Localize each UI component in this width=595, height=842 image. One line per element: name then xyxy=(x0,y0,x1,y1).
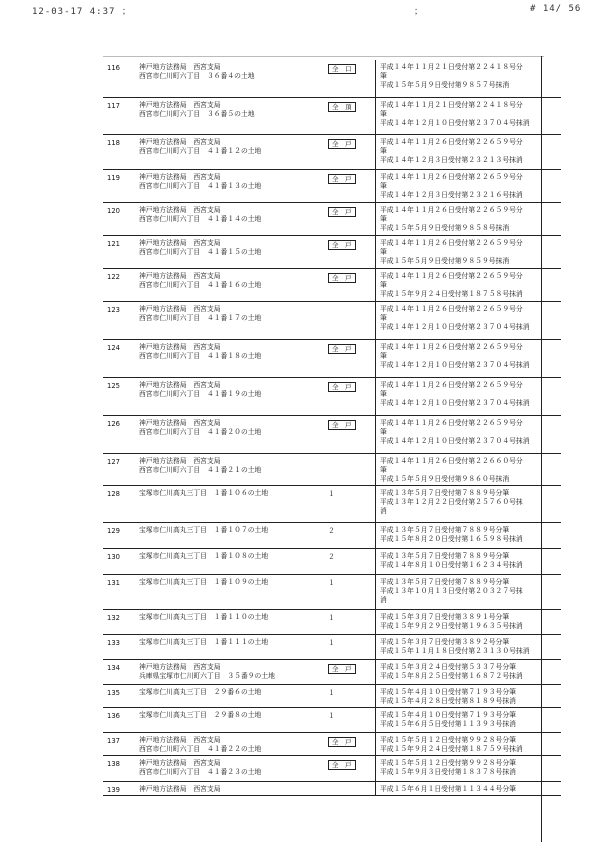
registration-notes xyxy=(376,377,562,415)
location-line-1: 宝塚市仁川高丸三丁目 １番１０７の土地 xyxy=(139,525,269,534)
registration-line-1: 平成１５年３月７日受付第３８９１号分筆 xyxy=(380,612,510,621)
table-row xyxy=(103,134,561,169)
table-row xyxy=(103,732,561,755)
property-location xyxy=(137,169,322,202)
kind-cell xyxy=(322,659,376,684)
row-number: 131 xyxy=(103,574,137,609)
registration-line-1: 平成１４年１１月２６日受付第２２６６０号分 xyxy=(380,456,523,465)
registration-line-2: 筆 xyxy=(380,280,387,289)
registration-line-3: 消 xyxy=(380,506,387,515)
property-location xyxy=(137,732,322,755)
registration-line-1: 平成１４年１１月２６日受付第２２６５９号分 xyxy=(380,238,523,247)
row-number: 126 xyxy=(103,415,137,453)
table-row xyxy=(103,60,561,97)
kind-cell xyxy=(322,548,376,574)
kind-stamp: 全 口 xyxy=(328,64,356,74)
kind-cell xyxy=(322,235,376,268)
kind-cell xyxy=(322,377,376,415)
row-number: 129 xyxy=(103,522,137,548)
location-line-1: 神戸地方法務局 西宮支局 xyxy=(139,735,221,744)
property-location xyxy=(137,202,322,235)
property-location xyxy=(137,339,322,377)
registration-line-2: 平成１５年９月２４日受付第１８７５９号抹消 xyxy=(380,744,523,753)
table-row xyxy=(103,781,561,795)
location-line-1: 神戸地方法務局 西宮支局 xyxy=(139,784,221,793)
kind-cell xyxy=(322,707,376,732)
registration-line-2: 筆 xyxy=(380,181,387,190)
registration-line-3: 平成１５年５月９日受付第９８５９号抹消 xyxy=(380,256,510,265)
registration-line-2: 筆 xyxy=(380,214,387,223)
kind-stamp: 全 戸 xyxy=(328,139,356,149)
kind-cell xyxy=(322,268,376,301)
registration-notes xyxy=(376,453,562,485)
registration-line-2: 筆 xyxy=(380,72,387,80)
location-line-1: 神戸地方法務局 西宮支局 xyxy=(139,172,221,181)
location-line-2: 西宮市仁川町六丁目 ４１番２２の土地 xyxy=(139,744,262,753)
property-location xyxy=(137,548,322,574)
row-number: 128 xyxy=(103,485,137,522)
location-line-1: 神戸地方法務局 西宮支局 xyxy=(139,662,221,671)
registration-line-1: 平成１４年１１月２６日受付第２２６５９号分 xyxy=(380,342,523,351)
table-row xyxy=(103,634,561,659)
registration-notes xyxy=(376,732,562,755)
registration-line-1: 平成１５年５月１２日受付第９９２８号分筆 xyxy=(380,758,516,767)
property-location xyxy=(137,134,322,169)
property-location xyxy=(137,301,322,339)
property-location xyxy=(137,453,322,485)
registration-line-3: 平成１５年５月９日受付第９８５８号抹消 xyxy=(380,223,510,232)
location-line-1: 神戸地方法務局 西宮支局 xyxy=(139,342,221,351)
registration-line-1: 平成１５年４月１０日受付第７１９３号分筆 xyxy=(380,687,516,696)
kind-cell xyxy=(322,781,376,795)
table-row xyxy=(103,485,561,522)
location-line-1: 神戸地方法務局 西宮支局 xyxy=(139,100,221,109)
table-row xyxy=(103,574,561,609)
registration-notes xyxy=(376,684,562,707)
registration-line-3: 平成１４年１２月１０日受付第２３７０４号抹消 xyxy=(380,360,530,369)
registration-line-2: 平成１５年８月２５日受付第１６８７２号抹消 xyxy=(380,671,523,680)
table-row xyxy=(103,659,561,684)
fax-header xyxy=(0,4,595,16)
registration-line-2: 筆 xyxy=(380,247,387,256)
location-line-1: 宝塚市仁川高丸三丁目 １番１０８の土地 xyxy=(139,551,269,560)
location-line-1: 神戸地方法務局 西宮支局 xyxy=(139,380,221,389)
row-number: 127 xyxy=(103,453,137,485)
fax-timestamp: 12-03-17 4:37 ； xyxy=(32,7,132,17)
registration-line-3: 平成１４年１２月３日受付第２３２１６号抹消 xyxy=(380,190,523,199)
row-number: 118 xyxy=(103,134,137,169)
location-line-1: 神戸地方法務局 西宮支局 xyxy=(139,137,221,146)
registration-line-2: 平成１３年１２月２２日受付第２５７６０号抹 xyxy=(380,497,523,506)
row-number: 122 xyxy=(103,268,137,301)
registration-line-1: 平成１４年１１月２６日受付第２２６５９号分 xyxy=(380,137,523,146)
registration-notes xyxy=(376,339,562,377)
registration-line-2: 筆 xyxy=(380,313,387,322)
registration-notes xyxy=(376,659,562,684)
property-location xyxy=(137,609,322,634)
location-line-2: 西宮市仁川町六丁目 ４１番１４の土地 xyxy=(139,214,262,223)
registration-line-1: 平成１３年５月７日受付第７８８９号分筆 xyxy=(380,488,510,497)
registration-line-2: 平成１５年１１月１８日受付第２３１３０号抹消 xyxy=(380,646,530,655)
table-row xyxy=(103,377,561,415)
registration-line-2: 筆 xyxy=(380,351,387,360)
kind-cell xyxy=(322,339,376,377)
kind-value: ２ xyxy=(328,526,335,535)
registration-line-1: 平成１５年４月１０日受付第７１９３号分筆 xyxy=(380,710,516,719)
kind-cell xyxy=(322,574,376,609)
kind-stamp: 全 戸 xyxy=(328,273,356,283)
location-line-2: 西宮市仁川町六丁目 ４１番１６の土地 xyxy=(139,280,262,289)
location-line-1: 神戸地方法務局 西宮支局 xyxy=(139,63,221,71)
registration-notes xyxy=(376,485,562,522)
kind-cell xyxy=(322,684,376,707)
table-row xyxy=(103,301,561,339)
kind-cell xyxy=(322,415,376,453)
location-line-1: 宝塚市仁川高丸三丁目 ２９番６の土地 xyxy=(139,687,262,696)
registration-line-2: 筆 xyxy=(380,427,387,436)
location-line-2: 西宮市仁川町六丁目 ４１番２１の土地 xyxy=(139,465,262,474)
location-line-1: 宝塚市仁川高丸三丁目 １番１０９の土地 xyxy=(139,577,269,586)
location-line-2: 西宮市仁川町六丁目 ４１番１３の土地 xyxy=(139,181,262,190)
registration-line-1: 平成１４年１１月２６日受付第２２６５９号分 xyxy=(380,304,523,313)
property-location xyxy=(137,659,322,684)
registration-line-1: 平成１４年１１月２６日受付第２２６５９号分 xyxy=(380,418,523,427)
kind-stamp: 全 戸 xyxy=(328,420,356,430)
kind-stamp: 全 戸 xyxy=(328,760,356,770)
property-location xyxy=(137,235,322,268)
table-row xyxy=(103,97,561,134)
kind-cell xyxy=(322,755,376,781)
table-row xyxy=(103,202,561,235)
property-location xyxy=(137,634,322,659)
location-line-1: 神戸地方法務局 西宮支局 xyxy=(139,758,221,767)
kind-value: １ xyxy=(328,711,335,720)
registration-notes xyxy=(376,574,562,609)
location-line-2: 兵庫県宝塚市仁川町六丁目 ３５番９の土地 xyxy=(139,671,275,680)
kind-cell xyxy=(322,732,376,755)
registration-line-3: 平成１４年１２月１０日受付第２３７０４号抹消 xyxy=(380,398,530,407)
registration-line-2: 平成１４年８月１０日受付第１６２３４号抹消 xyxy=(380,560,523,569)
location-line-2: 西宮市仁川町六丁目 ４１番１２の土地 xyxy=(139,146,262,155)
kind-cell xyxy=(322,134,376,169)
property-location xyxy=(137,415,322,453)
registration-notes xyxy=(376,301,562,339)
registration-line-2: 筆 xyxy=(380,389,387,398)
kind-stamp: 全 戸 xyxy=(328,737,356,747)
location-line-1: 神戸地方法務局 西宮支局 xyxy=(139,238,221,247)
kind-cell xyxy=(322,202,376,235)
kind-stamp: 全 頂 xyxy=(328,102,356,112)
registration-notes xyxy=(376,609,562,634)
kind-cell xyxy=(322,453,376,485)
location-line-2: 西宮市仁川町六丁目 ４１番１５の土地 xyxy=(139,247,262,256)
registration-notes xyxy=(376,548,562,574)
row-number: 125 xyxy=(103,377,137,415)
row-number: 119 xyxy=(103,169,137,202)
registration-line-1: 平成１５年６月１日受付第１１３４４号分筆 xyxy=(380,784,516,793)
property-location xyxy=(137,60,322,97)
row-number: 132 xyxy=(103,609,137,634)
kind-cell xyxy=(322,60,376,97)
location-line-1: 宝塚市仁川高丸三丁目 １番１１１の土地 xyxy=(139,637,269,646)
registration-notes xyxy=(376,634,562,659)
registration-line-2: 平成１５年６月５日受付第１１３９３号抹消 xyxy=(380,719,516,728)
registration-line-1: 平成１３年５月７日受付第７８８９号分筆 xyxy=(380,577,510,586)
table-row xyxy=(103,268,561,301)
row-number: 117 xyxy=(103,97,137,134)
location-line-1: 神戸地方法務局 西宮支局 xyxy=(139,456,221,465)
location-line-1: 宝塚市仁川高丸三丁目 ２９番８の土地 xyxy=(139,710,262,719)
row-number: 116 xyxy=(103,60,137,97)
location-line-1: 神戸地方法務局 西宮支局 xyxy=(139,205,221,214)
row-number: 133 xyxy=(103,634,137,659)
registration-line-2: 平成１５年４月２８日受付第８１８９号抹消 xyxy=(380,696,516,705)
registration-line-1: 平成１４年１１月２１日受付第２２４１８号分 xyxy=(380,100,523,109)
registration-notes xyxy=(376,268,562,301)
row-number: 130 xyxy=(103,548,137,574)
table-row xyxy=(103,684,561,707)
table-row xyxy=(103,755,561,781)
kind-cell xyxy=(322,97,376,134)
row-number: 120 xyxy=(103,202,137,235)
location-line-2: 西宮市仁川町六丁目 ３６番４の土地 xyxy=(139,72,255,80)
table-row xyxy=(103,707,561,732)
kind-stamp: 全 戸 xyxy=(328,174,356,184)
location-line-2: 西宮市仁川町六丁目 ４１番１９の土地 xyxy=(139,389,262,398)
kind-value: １ xyxy=(328,578,335,587)
kind-cell xyxy=(322,301,376,339)
kind-value: ２ xyxy=(328,552,335,561)
table-row xyxy=(103,609,561,634)
row-number: 137 xyxy=(103,732,137,755)
registration-line-2: 平成１５年９月３日受付第１８３７８号抹消 xyxy=(380,767,516,776)
table-row xyxy=(103,339,561,377)
registration-notes xyxy=(376,60,562,97)
kind-cell xyxy=(322,485,376,522)
table-row xyxy=(103,415,561,453)
location-line-1: 神戸地方法務局 西宮支局 xyxy=(139,418,221,427)
row-number: 138 xyxy=(103,755,137,781)
kind-value: １ xyxy=(328,489,335,498)
row-number: 136 xyxy=(103,707,137,732)
registration-line-2: 筆 xyxy=(380,465,387,474)
property-location xyxy=(137,707,322,732)
registration-line-3: 平成１４年１２月３日受付第２３２１３号抹消 xyxy=(380,155,523,164)
registration-line-1: 平成１５年５月１２日受付第９９２８号分筆 xyxy=(380,735,516,744)
location-line-1: 宝塚市仁川高丸三丁目 １番１１０の土地 xyxy=(139,612,269,621)
registration-line-1: 平成１３年５月７日受付第７８８９号分筆 xyxy=(380,551,510,560)
table-top-border xyxy=(103,56,544,57)
registration-line-3: 平成１４年１２月１０日受付第２３７０４号抹消 xyxy=(380,322,530,331)
kind-cell xyxy=(322,634,376,659)
location-line-1: 神戸地方法務局 西宮支局 xyxy=(139,271,221,280)
registration-line-2: 筆 xyxy=(380,146,387,155)
row-number: 123 xyxy=(103,301,137,339)
registration-line-1: 平成１５年３月２４日受付第５３３７号分筆 xyxy=(380,662,516,671)
registration-line-3: 平成１５年９月２４日受付第１８７５８号抹消 xyxy=(380,289,523,298)
registration-notes xyxy=(376,235,562,268)
registration-line-3: 平成１５年５月９日受付第９８５７号抹消 xyxy=(380,81,510,89)
kind-stamp: 全 戸 xyxy=(328,240,356,250)
property-location xyxy=(137,268,322,301)
registration-line-1: 平成１５年３月７日受付第３８９２号分筆 xyxy=(380,637,510,646)
registry-table xyxy=(103,60,561,796)
kind-value: １ xyxy=(328,613,335,622)
property-location xyxy=(137,377,322,415)
fax-separator: ； xyxy=(414,7,424,17)
kind-cell xyxy=(322,609,376,634)
registration-line-1: 平成１３年５月７日受付第７８８９号分筆 xyxy=(380,525,510,534)
row-number: 121 xyxy=(103,235,137,268)
registration-notes xyxy=(376,415,562,453)
property-location xyxy=(137,684,322,707)
registration-line-1: 平成１４年１１月２６日受付第２２６５９号分 xyxy=(380,271,523,280)
registration-line-3: 消 xyxy=(380,595,387,604)
table-row xyxy=(103,453,561,485)
registration-notes xyxy=(376,781,562,795)
table-row xyxy=(103,235,561,268)
registration-notes xyxy=(376,707,562,732)
kind-stamp: 全 戸 xyxy=(328,382,356,392)
table-row xyxy=(103,548,561,574)
kind-stamp: 全 戸 xyxy=(328,344,356,354)
row-number: 139 xyxy=(103,781,137,795)
registration-notes xyxy=(376,134,562,169)
property-location xyxy=(137,485,322,522)
registration-line-2: 平成１３年１０月１３日受付第２０３２７号抹 xyxy=(380,586,523,595)
kind-value: １ xyxy=(328,688,335,697)
registration-line-1: 平成１４年１１月２６日受付第２２６５９号分 xyxy=(380,380,523,389)
registry-table-body xyxy=(103,60,561,795)
registration-notes xyxy=(376,522,562,548)
registration-line-3: 平成１４年１２月１０日受付第２３７０４号抹消 xyxy=(380,118,530,127)
row-number: 135 xyxy=(103,684,137,707)
registration-line-1: 平成１４年１１月２６日受付第２２６５９号分 xyxy=(380,205,523,214)
fax-page-number: # 14/ 56 xyxy=(530,4,582,14)
registration-notes xyxy=(376,202,562,235)
registration-line-3: 平成１５年５月９日受付第９８６０号抹消 xyxy=(380,474,510,483)
registration-notes xyxy=(376,755,562,781)
property-location xyxy=(137,574,322,609)
property-location xyxy=(137,97,322,134)
registration-line-1: 平成１４年１１月２１日受付第２２４１８号分 xyxy=(380,63,523,71)
kind-cell xyxy=(322,522,376,548)
registration-line-3: 平成１４年１２月１０日受付第２３７０４号抹消 xyxy=(380,436,530,445)
property-location xyxy=(137,522,322,548)
location-line-1: 宝塚市仁川高丸三丁目 １番１０６の土地 xyxy=(139,488,269,497)
kind-value: １ xyxy=(328,638,335,647)
kind-stamp: 全 戸 xyxy=(328,664,356,674)
table-row xyxy=(103,522,561,548)
registration-notes xyxy=(376,169,562,202)
property-location xyxy=(137,781,322,795)
location-line-2: 西宮市仁川町六丁目 ４１番２０の土地 xyxy=(139,427,262,436)
registration-line-1: 平成１４年１１月２６日受付第２２６５９号分 xyxy=(380,172,523,181)
location-line-2: 西宮市仁川町六丁目 ４１番１７の土地 xyxy=(139,313,262,322)
location-line-2: 西宮市仁川町六丁目 ４１番２３の土地 xyxy=(139,767,262,776)
table-row xyxy=(103,169,561,202)
kind-cell xyxy=(322,169,376,202)
property-location xyxy=(137,755,322,781)
row-number: 124 xyxy=(103,339,137,377)
registration-line-2: 平成１５年９月２９日受付第１９６３５号抹消 xyxy=(380,621,523,630)
kind-stamp: 全 戸 xyxy=(328,207,356,217)
registration-line-2: 筆 xyxy=(380,109,387,118)
registration-notes xyxy=(376,97,562,134)
location-line-1: 神戸地方法務局 西宮支局 xyxy=(139,304,221,313)
location-line-2: 西宮市仁川町六丁目 ３６番５の土地 xyxy=(139,109,255,118)
registration-line-2: 平成１５年８月２０日受付第１６５９８号抹消 xyxy=(380,534,523,543)
location-line-2: 西宮市仁川町六丁目 ４１番１８の土地 xyxy=(139,351,262,360)
row-number: 134 xyxy=(103,659,137,684)
